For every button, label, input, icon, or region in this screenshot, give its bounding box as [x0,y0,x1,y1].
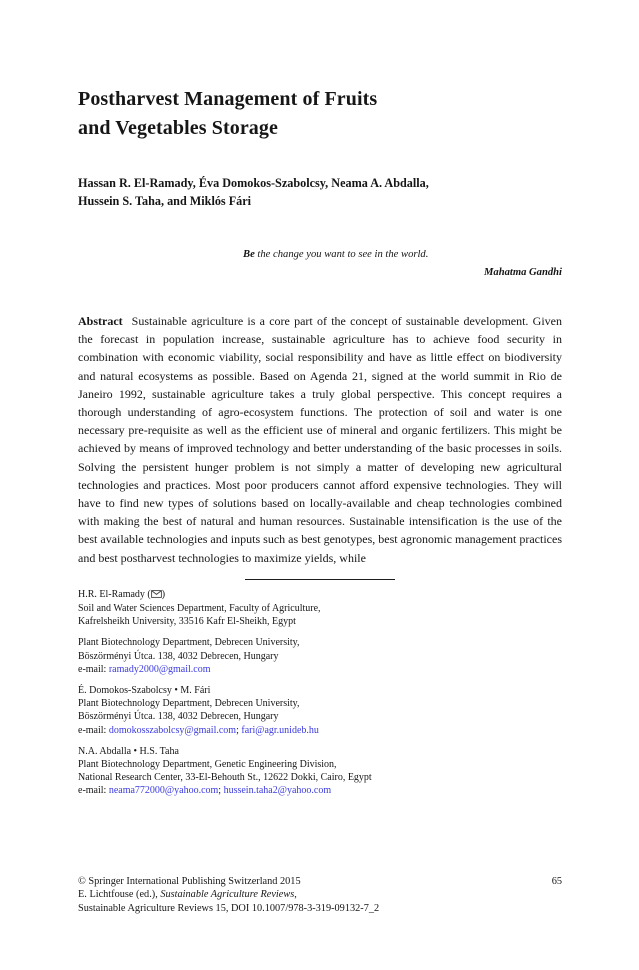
editor-text: E. Lichtfouse (ed.), [78,889,161,901]
imprint-doi-line: Sustainable Agriculture Reviews 15, DOI 10.1007/978-3-319-09132-7_2 [78,902,380,914]
email-separator: ; [236,724,242,736]
editor-text-end: , [294,889,297,901]
email-link-hussein-taha[interactable]: hussein.taha2@yahoo.com [223,785,332,797]
abstract-text: Sustainable agriculture is a core part of the concept of sustainable development. Given the forecast in population increase, sustainable agriculture has to achieve food security in combination with economic viability, social responsibility and have as little effect on biodiversity and natural ecosystems as possible. Based on Agenda 21, signed at the world summit in Rio de Janeiro 1992, sustainable agriculture takes a truly global perspective. This concept requires a thorough understanding of agro-ecosystem functions. The protection of soil and water is one necessary pre-requisite as well as the efficient use of mineral and organic fertilizers. This might be achieved by means of improved technology and better understanding of the basic processes in soils. Solving the persistent hunger problem is not simply a matter of developing new agricultural technologies and practices. Most poor producers cannot afford expensive technologies. They will have to find new types of solutions based on locally-available and cheap technologies combined with making the best of natural and human resources. Sustainable intensification is the use of the best available technologies and inputs such as best genotypes, best agronomic management practices and best postharvest technologies to maximize yields, while [78,314,562,565]
email-link-neama[interactable]: neama772000@yahoo.com [108,785,219,797]
footnote-divider [245,579,395,580]
epigraph-quote-rest: the change you want to see in the world. [254,249,429,260]
abstract-paragraph [78,312,562,567]
affiliation-line: Kafrelsheikh University, 33516 Kafr El-Sheikh, Egypt [78,616,296,628]
email-label: e-mail: [78,663,109,675]
affiliation-line: National Research Center, 33-El-Behouth St., 12622 Dokki, Cairo, Egypt [78,772,372,784]
affiliation-el-ramady-2 [78,636,562,676]
affiliation-line: Böszörményi Útca. 138, 4032 Debrecen, Hungary [78,711,279,723]
authors-line-2: Hussein S. Taha, and Miklós Fári [78,194,252,208]
envelope-icon [151,589,162,602]
page-number: 65 [551,876,562,887]
affiliation-line: Plant Biotechnology Department, Debrecen University, [78,637,300,649]
epigraph-quote [243,247,562,262]
page-content [78,0,562,798]
copyright-text: © Springer International Publishing Switzerland 2015 [78,876,301,887]
affiliation-line: Plant Biotechnology Department, Genetic Engineering Division, [78,759,337,771]
epigraph-attribution: Mahatma Gandhi [483,267,562,278]
affiliation-domokos-fari [78,684,562,737]
affiliation-authors: N.A. Abdalla • H.S. Taha [78,745,179,757]
imprint [78,875,562,915]
email-link-ramady[interactable]: ramady2000@gmail.com [108,663,211,675]
authors [78,174,562,210]
affiliation-abdalla-taha [78,745,562,798]
abstract-label: Abstract [78,314,123,328]
title-line-2: and Vegetables Storage [78,117,278,139]
affiliation-authors: É. Domokos-Szabolcsy • M. Fári [78,685,211,697]
epigraph [243,247,562,280]
epigraph-quote-lead: Be [243,249,255,260]
authors-line-1: Hassan R. El-Ramady, Éva Domokos-Szabolcsy, Neama A. Abdalla, [78,176,429,190]
affiliation-line: Soil and Water Sciences Department, Faculty of Agriculture, [78,603,321,615]
affiliation-el-ramady [78,588,562,629]
email-label: e-mail: [78,785,109,797]
title-line-1: Postharvest Management of Fruits [78,88,378,110]
corresponding-author-close: ) [161,588,166,600]
email-label: e-mail: [78,724,109,736]
imprint-editor-line [78,888,562,901]
email-link-domokosszabolcsy[interactable]: domokosszabolcsy@gmail.com [108,724,237,736]
email-separator: ; [218,785,224,797]
footnotes [78,588,562,798]
imprint-copyright-row [78,875,562,888]
page-title [78,0,562,143]
email-link-fari[interactable]: fari@agr.unideb.hu [241,724,319,736]
book-title: Sustainable Agriculture Reviews [160,889,295,901]
affiliation-line: Böszörményi Útca. 138, 4032 Debrecen, Hungary [78,650,279,662]
affiliation-line: Plant Biotechnology Department, Debrecen University, [78,698,300,710]
corresponding-author-name: H.R. El-Ramady ( [78,588,151,600]
